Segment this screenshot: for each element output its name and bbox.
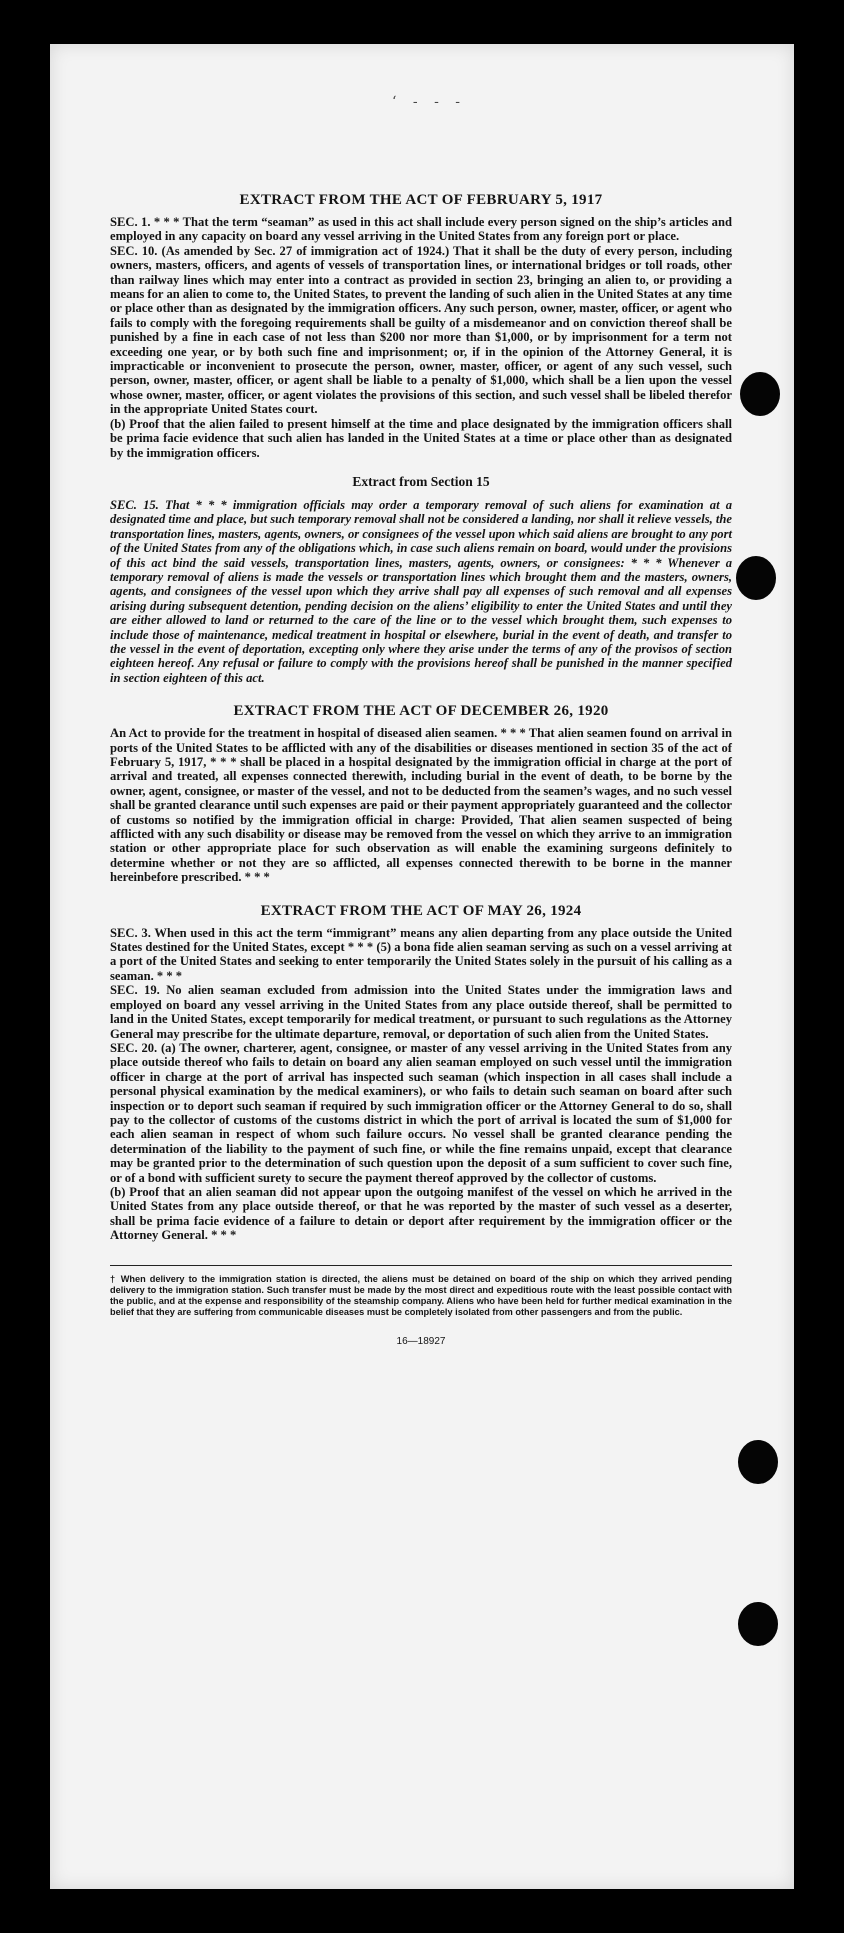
paragraph-act-1920: An Act to provide for the treatment in hospital of diseased alien seamen. * * * That alien seamen found on arrival in ports of the United States to be afflicted with any of the disabilities or diseases mentioned in section 35 of the act of February 5, 1917, * * * shall be placed in a hospital designated by the immigration official in charge at the port of arrival and treated, all expenses connected therewith, including burial in the event of death, to be borne by the owner, agent, consignee, or master of the vessel, and not to be deducted from the seamen’s wages, and no such vessel shall be granted clearance until such expenses are paid or their payment appropriately guaranteed and the collector of customs so notified by the immigration official in charge: Provided, That alien seamen suspected of being afflicted with any such disability or disease may be removed from the vessel on which they arrive to an immigration station or other appropriate place for such observation as will enable the examining surgeons definitely to determine whether or not they are so afflicted, all expenses connected therewith to be borne in the manner hereinbefore prescribed. * * * <box>110 726 732 885</box>
punch-hole <box>738 1602 778 1646</box>
section-title-section-15: Extract from Section 15 <box>352 473 490 489</box>
punch-hole <box>738 1440 778 1484</box>
page-mark: ‘ - - - <box>392 94 466 110</box>
document-number: 16—18927 <box>396 1335 446 1347</box>
section-title-act-1924: EXTRACT FROM THE ACT OF MAY 26, 1924 <box>260 902 582 919</box>
section-title-act-1917: EXTRACT FROM THE ACT OF FEBRUARY 5, 1917 <box>239 192 603 208</box>
punch-hole <box>736 556 776 600</box>
paragraph-sec-20-a: SEC. 20. (a) The owner, charterer, agent, consignee, or master of any vessel arriving in the United States from any place outside thereof who fails to detain on board any alien seaman employed on such vessel until the immigration officer in charge at the port of arrival has inspected such seaman (which inspection in all cases shall include a personal physical examination by the medical examiners), or who fails to detain such seaman on board after such inspection or to deport such seaman if required by such immigration officer or the Attorney General to do so, shall pay to the collector of customs of the customs district in which the port of arrival is located the sum of $1,000 for each alien seaman in respect of whom such failure occurs. No vessel shall be granted clearance pending the determination of the liability to the payment of such fine, or while the fine remains unpaid, except that clearance may be granted prior to the determination of such question upon the deposit of a sum sufficient to cover such fine, or of a bond with sufficient surety to secure the payment thereof approved by the collector of customs. <box>110 1040 732 1185</box>
paragraph-sec-3: SEC. 3. When used in this act the term “immigrant” means any alien departing from any place outside the United States destined for the United States, except * * * (5) a bona fide alien seaman serving as such on a vessel arriving at a port of the United States and seeking to enter temporarily the United States solely in the pursuit of his calling as a seaman. * * * <box>110 925 732 983</box>
document-page <box>50 44 794 1889</box>
document-body <box>110 184 732 1347</box>
paragraph-sec-19: SEC. 19. No alien seaman excluded from admission into the United States under the immigration laws and employed on board any vessel arriving in the United States from any place outside thereof, shall be permitted to land in the United States, except temporarily for medical treatment, or pursuant to such regulations as the Attorney General may prescribe for the ultimate departure, removal, or deportation of such alien from the United States. <box>110 983 732 1041</box>
footnote: † When delivery to the immigration station is directed, the aliens must be detained on board of the ship on which they arrived pending delivery to the immigration station. Such transfer must be made by the most direct and expeditious route with the least possible contact with the public, and at the expense and responsibility of the steamship company. Aliens who have been held for further medical examination in the belief that they are suffering from communicable diseases must be completely isolated from other passengers and from the public. <box>110 1273 732 1317</box>
paragraph-sec-20-b: (b) Proof that an alien seaman did not appear upon the outgoing manifest of the vessel on which he arrived in the United States from any place outside thereof, or that he was reported by the master of such vessel as a deserter, shall be prima facie evidence of a failure to detain or deport after requirement by the immigration officer or the Attorney General. * * * <box>110 1184 732 1243</box>
paragraph-sec-1: SEC. 1. * * * That the term “seaman” as used in this act shall include every person signed on the ship’s articles and employed in any capacity on board any vessel arriving in the United States from any foreign port or place. <box>110 215 732 244</box>
paragraph-sec-15: SEC. 15. That * * * immigration officials may order a temporary removal of such aliens for examination at a designated time and place, but such temporary removal shall not be considered a landing, nor shall it relieve vessels, the transportation lines, masters, agents, owners, or consignees of the vessel upon which said aliens are brought to any port of the United States from any of the obligations which, in case such aliens remain on board, would under the provisions of this act bind the said vessels, transportation lines, masters, agents, owners, or consignees: * * * Whenever a temporary removal of aliens is made the vessels or transportation lines which brought them and the masters, owners, agents, and consignees of the vessel upon which they arrive shall pay all expenses of such removal and all expenses arising during subsequent detention, pending decision on the aliens’ eligibility to enter the United States and until they are either allowed to land or returned to the care of the line or to the vessel which brought them, such expenses to include those of maintenance, medical treatment in hospital or elsewhere, burial in the event of death, and transfer to the vessel in the event of deportation, excepting only where they arise under the terms of any of the provisos of section eighteen hereof. Any refusal or failure to comply with the provisions hereof shall be punished in the manner specified in section eighteen of this act. <box>110 497 732 685</box>
paragraph-sec-10: SEC. 10. (As amended by Sec. 27 of immigration act of 1924.) That it shall be the duty of every person, including owners, masters, officers, and agents of vessels of transportation lines, or international bridges or toll roads, other than railway lines which may enter into a contract as provided in section 23, bringing an alien to, or providing a means for an alien to come to, the United States, to prevent the landing of such alien in the United States at any time or place other than as designated by the immigration officers. Any such person, owner, master, officer, or agent who fails to comply with the foregoing requirements shall be guilty of a misdemeanor and on conviction thereof shall be punished by a fine in each case of not less than $200 nor more than $1,000, or by imprisonment for a term not exceeding one year, or by both such fine and imprisonment; or, if in the opinion of the Attorney General, it is impracticable or inconvenient to prosecute the person, owner, master, officer, or agent of any such vessel, such person, owner, master, officer, or agent shall be liable to a penalty of $1,000, which shall be a lien upon the vessel whose owner, master, officer, or agent violates the provisions of this section, and such vessel shall be libeled therefor in the appropriate United States court. <box>110 243 732 417</box>
punch-hole <box>740 372 780 416</box>
section-title-act-1920: EXTRACT FROM THE ACT OF DECEMBER 26, 1920 <box>233 703 609 720</box>
paragraph-sec-10-b: (b) Proof that the alien failed to present himself at the time and place designated by the immigration officers shall be prima facie evidence that such alien has landed in the United States at a time or place other than as designated by the immigration officers. <box>110 416 732 460</box>
footnote-divider <box>110 1265 732 1266</box>
